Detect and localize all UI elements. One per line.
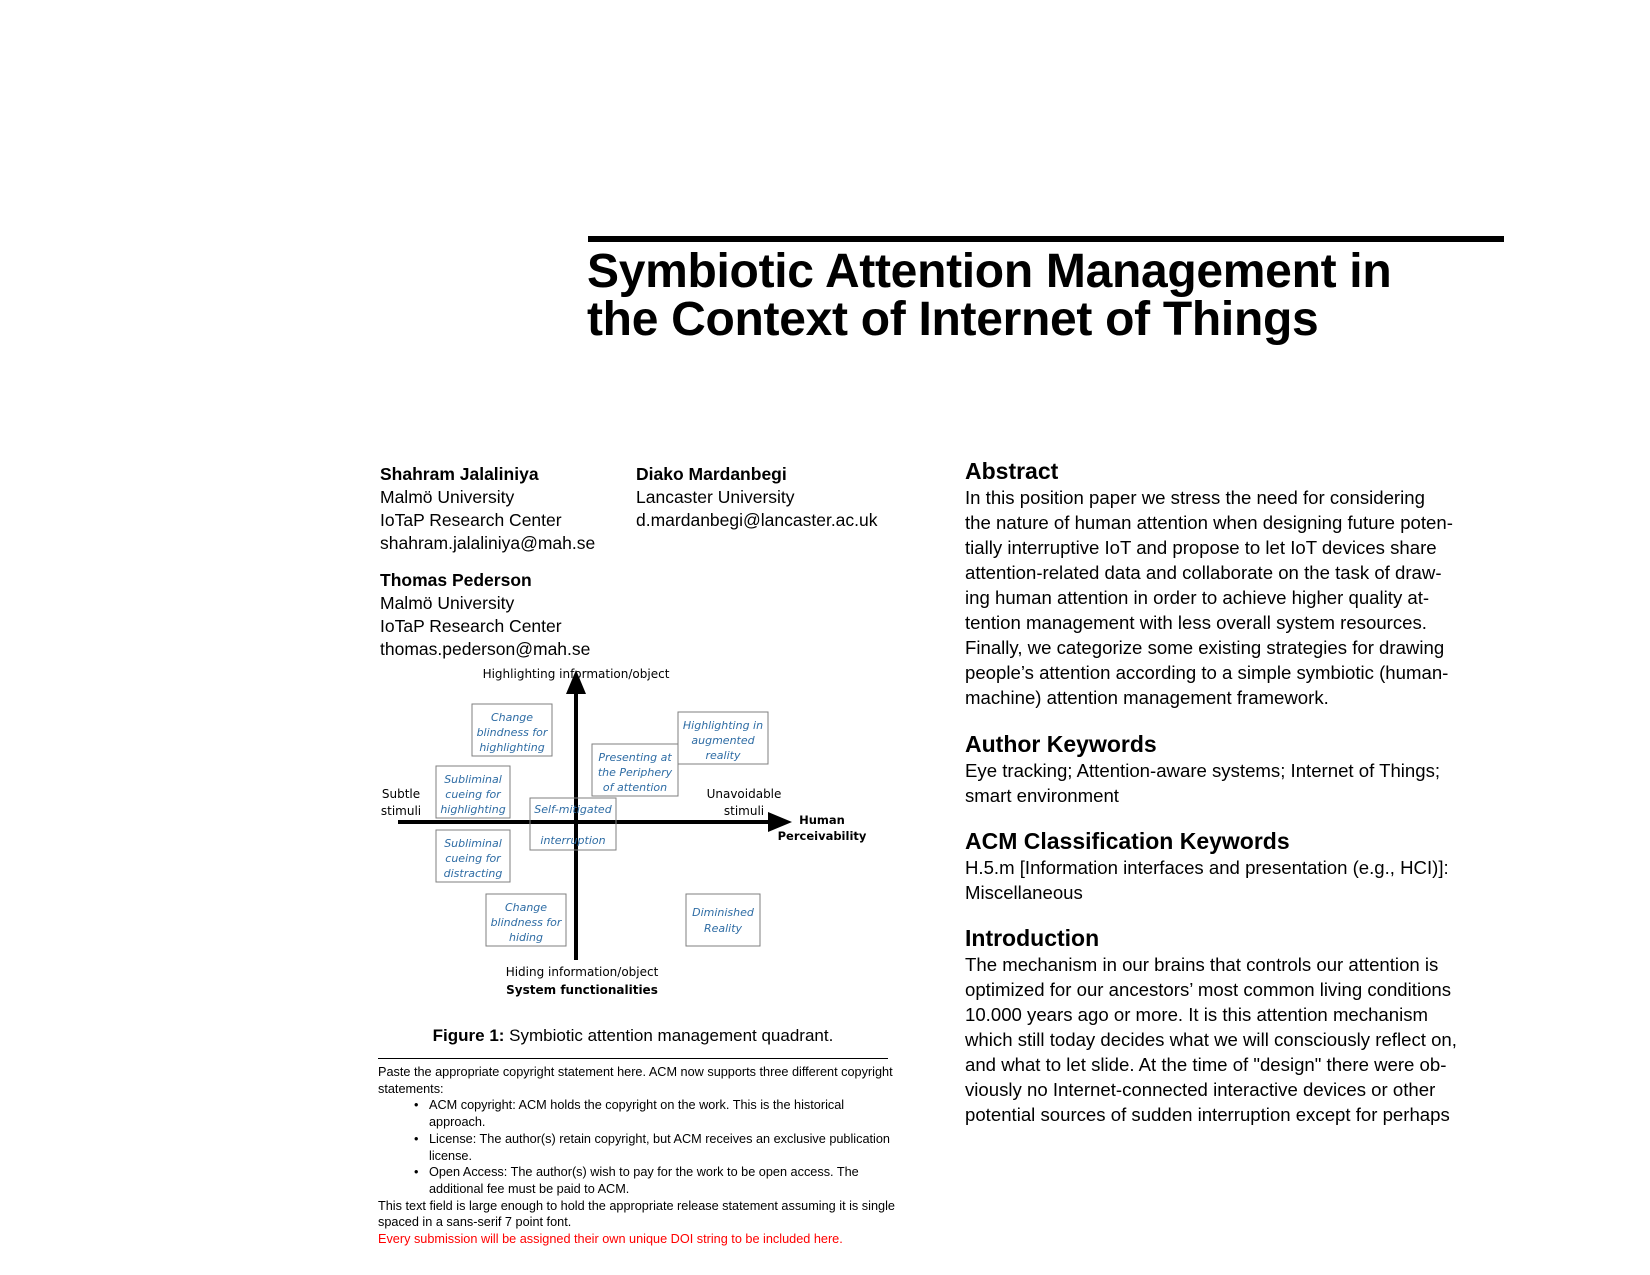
- box-subliminal-cueing-highlighting: [436, 766, 510, 818]
- introduction-line: and what to let slide. At the time of "design" there were ob-: [965, 1054, 1447, 1075]
- copyright-block: [378, 1064, 898, 1248]
- copyright-item: • ACM copyright: ACM holds the copyright on the work. This is the historical approach.: [429, 1097, 898, 1130]
- doi-notice: Every submission will be assigned their own unique DOI string to be included here.: [378, 1232, 843, 1247]
- copyright-rule: [378, 1058, 888, 1059]
- box-text: blindness for: [490, 916, 562, 929]
- box-text: Reality: [703, 922, 743, 935]
- author-affiliation: Malmö University: [380, 487, 515, 507]
- box-text: distracting: [443, 867, 503, 880]
- author-keywords-heading: Author Keywords: [965, 731, 1157, 757]
- author-name: Thomas Pederson: [380, 570, 532, 590]
- box-change-blindness-hiding: [486, 894, 566, 946]
- introduction-line: potential sources of sudden interruption except for perhaps: [965, 1104, 1450, 1125]
- abstract-line: machine) attention management framework.: [965, 687, 1329, 708]
- copyright-item: • License: The author(s) retain copyright, but ACM receives an exclusive publication license.: [429, 1131, 898, 1164]
- figure-caption-text: Symbiotic attention management quadrant.: [504, 1026, 834, 1045]
- box-diminished-reality: [686, 894, 760, 946]
- introduction-line: which still today decides what we will consciously reflect on,: [965, 1029, 1457, 1050]
- abstract-section: [965, 457, 1480, 710]
- box-text: Diminished: [692, 906, 754, 919]
- abstract-line: attention-related data and collaborate on the task of draw-: [965, 562, 1442, 583]
- author-affiliation: IoTaP Research Center: [380, 616, 562, 636]
- figure-caption-label: Figure 1:: [432, 1026, 505, 1045]
- abstract-line: people’s attention according to a simple symbiotic (human-: [965, 662, 1449, 683]
- box-text: the Periphery: [597, 766, 673, 779]
- axis-end-label-2: Perceivability: [777, 829, 867, 843]
- acm-keywords-line: H.5.m [Information interfaces and presentation (e.g., HCI)]:: [965, 857, 1449, 878]
- acm-keywords-body: [965, 855, 1480, 905]
- quadrant-figure: [370, 658, 890, 998]
- acm-keywords-line: Miscellaneous: [965, 882, 1083, 903]
- top-axis-label: Highlighting information/object: [482, 667, 670, 681]
- title-line-2: the Context of Internet of Things: [587, 293, 1319, 346]
- box-text: augmented: [691, 734, 755, 747]
- left-axis-label-1: Subtle: [381, 787, 421, 801]
- author-affiliation: Malmö University: [380, 593, 515, 613]
- abstract-line: tially interruptive IoT and propose to let IoT devices share: [965, 537, 1437, 558]
- abstract-heading: Abstract: [965, 458, 1059, 484]
- title-line-1: Symbiotic Attention Management in: [587, 245, 1392, 298]
- release-statement: This text field is large enough to hold the appropriate release statement assuming it is single spaced in a sans-serif 7 point font.: [378, 1198, 895, 1230]
- author-email[interactable]: shahram.jalaliniya@mah.se: [380, 533, 596, 553]
- box-text: of attention: [602, 781, 668, 794]
- box-text: hiding: [508, 931, 544, 944]
- abstract-line: tention management with less overall system resources.: [965, 612, 1427, 633]
- author-block-2: [636, 463, 878, 532]
- box-text: interruption: [540, 834, 606, 847]
- quadrant-diagram: [370, 658, 890, 998]
- acm-keywords-section: [965, 827, 1480, 905]
- author-keywords-body: [965, 758, 1480, 808]
- introduction-heading: Introduction: [965, 925, 1100, 951]
- introduction-line: optimized for our ancestors’ most common living conditions: [965, 979, 1452, 1000]
- author-email[interactable]: d.mardanbegi@lancaster.ac.uk: [636, 510, 878, 530]
- author-keywords-section: [965, 730, 1480, 808]
- right-axis-label-1: Unavoidable: [706, 787, 782, 801]
- abstract-line: In this position paper we stress the need for considering: [965, 487, 1425, 508]
- author-email[interactable]: thomas.pederson@mah.se: [380, 639, 591, 659]
- system-functionalities-label: System functionalities: [506, 983, 658, 997]
- box-text: reality: [705, 749, 741, 762]
- box-text: highlighting: [479, 741, 545, 754]
- introduction-body: [965, 952, 1480, 1127]
- box-text: cueing for: [445, 788, 501, 801]
- box-change-blindness-highlighting: [472, 704, 552, 756]
- introduction-line: 10.000 years ago or more. It is this attention mechanism: [965, 1004, 1429, 1025]
- right-axis-label-2: stimuli: [723, 804, 765, 818]
- author-affiliation: IoTaP Research Center: [380, 510, 562, 530]
- copyright-list: [378, 1097, 898, 1197]
- author-affiliation: Lancaster University: [636, 487, 795, 507]
- box-text: Change: [490, 711, 534, 724]
- title-rule: [588, 236, 1504, 242]
- author-name: Shahram Jalaliniya: [380, 464, 539, 484]
- box-highlighting-augmented-reality: [678, 712, 768, 764]
- author-keywords-line: smart environment: [965, 785, 1119, 806]
- abstract-line: the nature of human attention when designing future poten-: [965, 512, 1453, 533]
- introduction-section: [965, 924, 1480, 1127]
- box-text: Subliminal: [444, 837, 502, 850]
- box-text: blindness for: [476, 726, 548, 739]
- paper-title: [587, 245, 1507, 346]
- box-text: Self-mitigated: [534, 803, 612, 816]
- abstract-body: [965, 485, 1480, 710]
- bottom-axis-label: Hiding information/object: [505, 965, 659, 979]
- author-name: Diako Mardanbegi: [636, 464, 787, 484]
- copyright-intro: Paste the appropriate copyright statement here. ACM now supports three different copyright statements:: [378, 1065, 893, 1096]
- copyright-item: • Open Access: The author(s) wish to pay for the work to be open access. The additional fee must be paid to ACM.: [429, 1164, 898, 1197]
- box-outline: [686, 894, 760, 946]
- box-text: Subliminal: [444, 773, 502, 786]
- box-text: highlighting: [440, 803, 506, 816]
- abstract-line: Finally, we categorize some existing strategies for drawing: [965, 637, 1445, 658]
- author-block-1: [380, 463, 595, 555]
- introduction-line: viously no Internet-connected interactive devices or other: [965, 1079, 1436, 1100]
- abstract-line: ing human attention in order to achieve higher quality at-: [965, 587, 1430, 608]
- figure-caption: [378, 1026, 888, 1046]
- box-text: cueing for: [445, 852, 501, 865]
- left-axis-label-2: stimuli: [380, 804, 422, 818]
- author-keywords-line: Eye tracking; Attention-aware systems; Internet of Things;: [965, 760, 1441, 781]
- acm-keywords-heading: ACM Classification Keywords: [965, 828, 1290, 854]
- introduction-line: The mechanism in our brains that controls our attention is: [965, 954, 1439, 975]
- author-block-3: [380, 569, 590, 661]
- axis-end-label-1: Human: [799, 813, 845, 827]
- box-text: Change: [504, 901, 548, 914]
- box-text: Highlighting in: [682, 719, 764, 732]
- box-subliminal-cueing-distracting: [436, 830, 510, 882]
- box-presenting-periphery: [592, 744, 678, 796]
- box-text: Presenting at: [598, 751, 672, 764]
